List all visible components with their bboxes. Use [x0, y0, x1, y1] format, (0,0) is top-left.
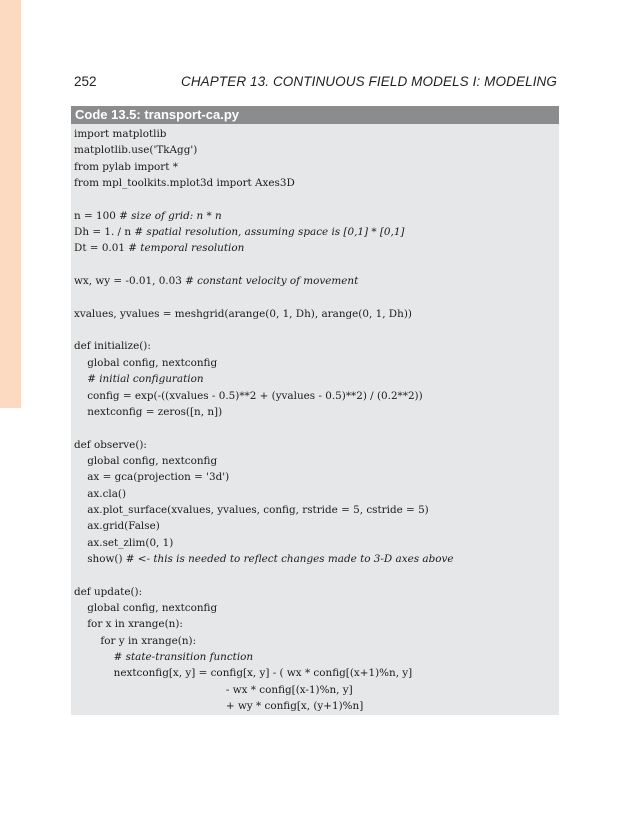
code-comment: # spatial resolution, assuming space is [0,1] * [0,1] — [134, 226, 405, 239]
code-line — [74, 142, 556, 158]
code-line — [74, 322, 556, 338]
code-line — [74, 175, 556, 191]
code-text: nextconfig[x, y] = config[x, y] - ( wx * config[(x+1)%n, y] — [74, 667, 413, 680]
code-body — [74, 126, 556, 714]
code-line — [74, 600, 556, 616]
code-text: wx, wy = -0.01, 0.03 — [74, 275, 186, 288]
code-text: n = 100 — [74, 209, 120, 222]
code-text: Dt = 0.01 — [74, 242, 129, 255]
code-comment: # constant velocity of movement — [185, 275, 359, 288]
code-line — [74, 502, 556, 518]
code-line — [74, 518, 556, 534]
code-text: global config, nextconfig — [74, 454, 218, 467]
code-text: - wx * config[(x-1)%n, y] — [74, 683, 353, 696]
code-line — [74, 404, 556, 420]
code-line — [74, 208, 556, 224]
code-line — [74, 698, 556, 714]
code-comment: # size of grid: n * n — [119, 209, 222, 222]
code-text: ax.plot_surface(xvalues, yvalues, config, rstride = 5, cstride = 5) — [74, 503, 429, 516]
code-line — [74, 551, 556, 567]
code-text: global config, nextconfig — [74, 601, 218, 614]
code-line — [74, 649, 556, 665]
code-comment: # state-transition function — [113, 651, 254, 663]
code-listing — [71, 106, 559, 715]
code-line — [74, 567, 556, 583]
code-line — [74, 126, 556, 142]
code-text: show() — [74, 552, 126, 565]
code-text: Dh = 1. / n — [74, 226, 135, 239]
code-line — [74, 420, 556, 436]
code-line — [74, 437, 556, 453]
code-text: from mpl_toolkits.mplot3d import Axes3D — [74, 177, 295, 190]
code-text: for x in xrange(n): — [74, 618, 183, 631]
code-line — [74, 257, 556, 273]
code-text: for y in xrange(n): — [74, 634, 197, 647]
code-line — [74, 388, 556, 404]
code-text: import matplotlib — [74, 128, 167, 140]
code-line — [74, 469, 556, 485]
code-line — [74, 633, 556, 649]
code-text: global config, nextconfig — [74, 356, 218, 369]
code-line — [74, 584, 556, 600]
code-line — [74, 486, 556, 502]
code-line — [74, 273, 556, 289]
code-line — [74, 224, 556, 240]
code-text — [74, 373, 87, 385]
code-text: def observe(): — [74, 438, 147, 451]
code-line — [74, 453, 556, 469]
code-line — [74, 240, 556, 256]
code-text: xvalues, yvalues = meshgrid(arange(0, 1, Dh), arange(0, 1, Dh)) — [74, 307, 412, 320]
page-number: 252 — [74, 74, 97, 89]
side-thumb-tab — [0, 0, 21, 408]
code-text: ax.grid(False) — [74, 520, 160, 533]
code-listing-title: Code 13.5: transport-ca.py — [71, 106, 559, 124]
code-line — [74, 289, 556, 305]
code-line — [74, 616, 556, 632]
code-text: def update(): — [74, 585, 143, 598]
code-text: matplotlib.use('TkAgg') — [74, 144, 198, 157]
code-text — [74, 651, 114, 663]
code-line — [74, 665, 556, 681]
code-text: config = exp(-((xvalues - 0.5)**2 + (yvalues - 0.5)**2) / (0.2**2)) — [74, 389, 423, 402]
code-line — [74, 306, 556, 322]
code-comment: # initial configuration — [87, 373, 204, 386]
code-line — [74, 682, 556, 698]
code-text: + wy * config[x, (y+1)%n] — [74, 700, 364, 713]
code-comment: # <- this is needed to reflect changes made to 3-D axes above — [125, 552, 454, 565]
code-text: ax.set_zlim(0, 1) — [74, 536, 174, 549]
running-header: CHAPTER 13. CONTINUOUS FIELD MODELS I: MODELING — [180, 74, 557, 89]
code-line — [74, 338, 556, 354]
code-text: nextconfig = zeros([n, n]) — [74, 405, 223, 418]
code-line — [74, 371, 556, 387]
code-line — [74, 355, 556, 371]
code-text: def initialize(): — [74, 340, 151, 353]
code-line — [74, 535, 556, 551]
code-text: ax = gca(projection = '3d') — [74, 471, 230, 484]
code-comment: # temporal resolution — [128, 242, 245, 255]
code-text: ax.cla() — [74, 487, 127, 500]
code-line — [74, 159, 556, 175]
code-line — [74, 191, 556, 207]
code-text: from pylab import * — [74, 160, 178, 173]
